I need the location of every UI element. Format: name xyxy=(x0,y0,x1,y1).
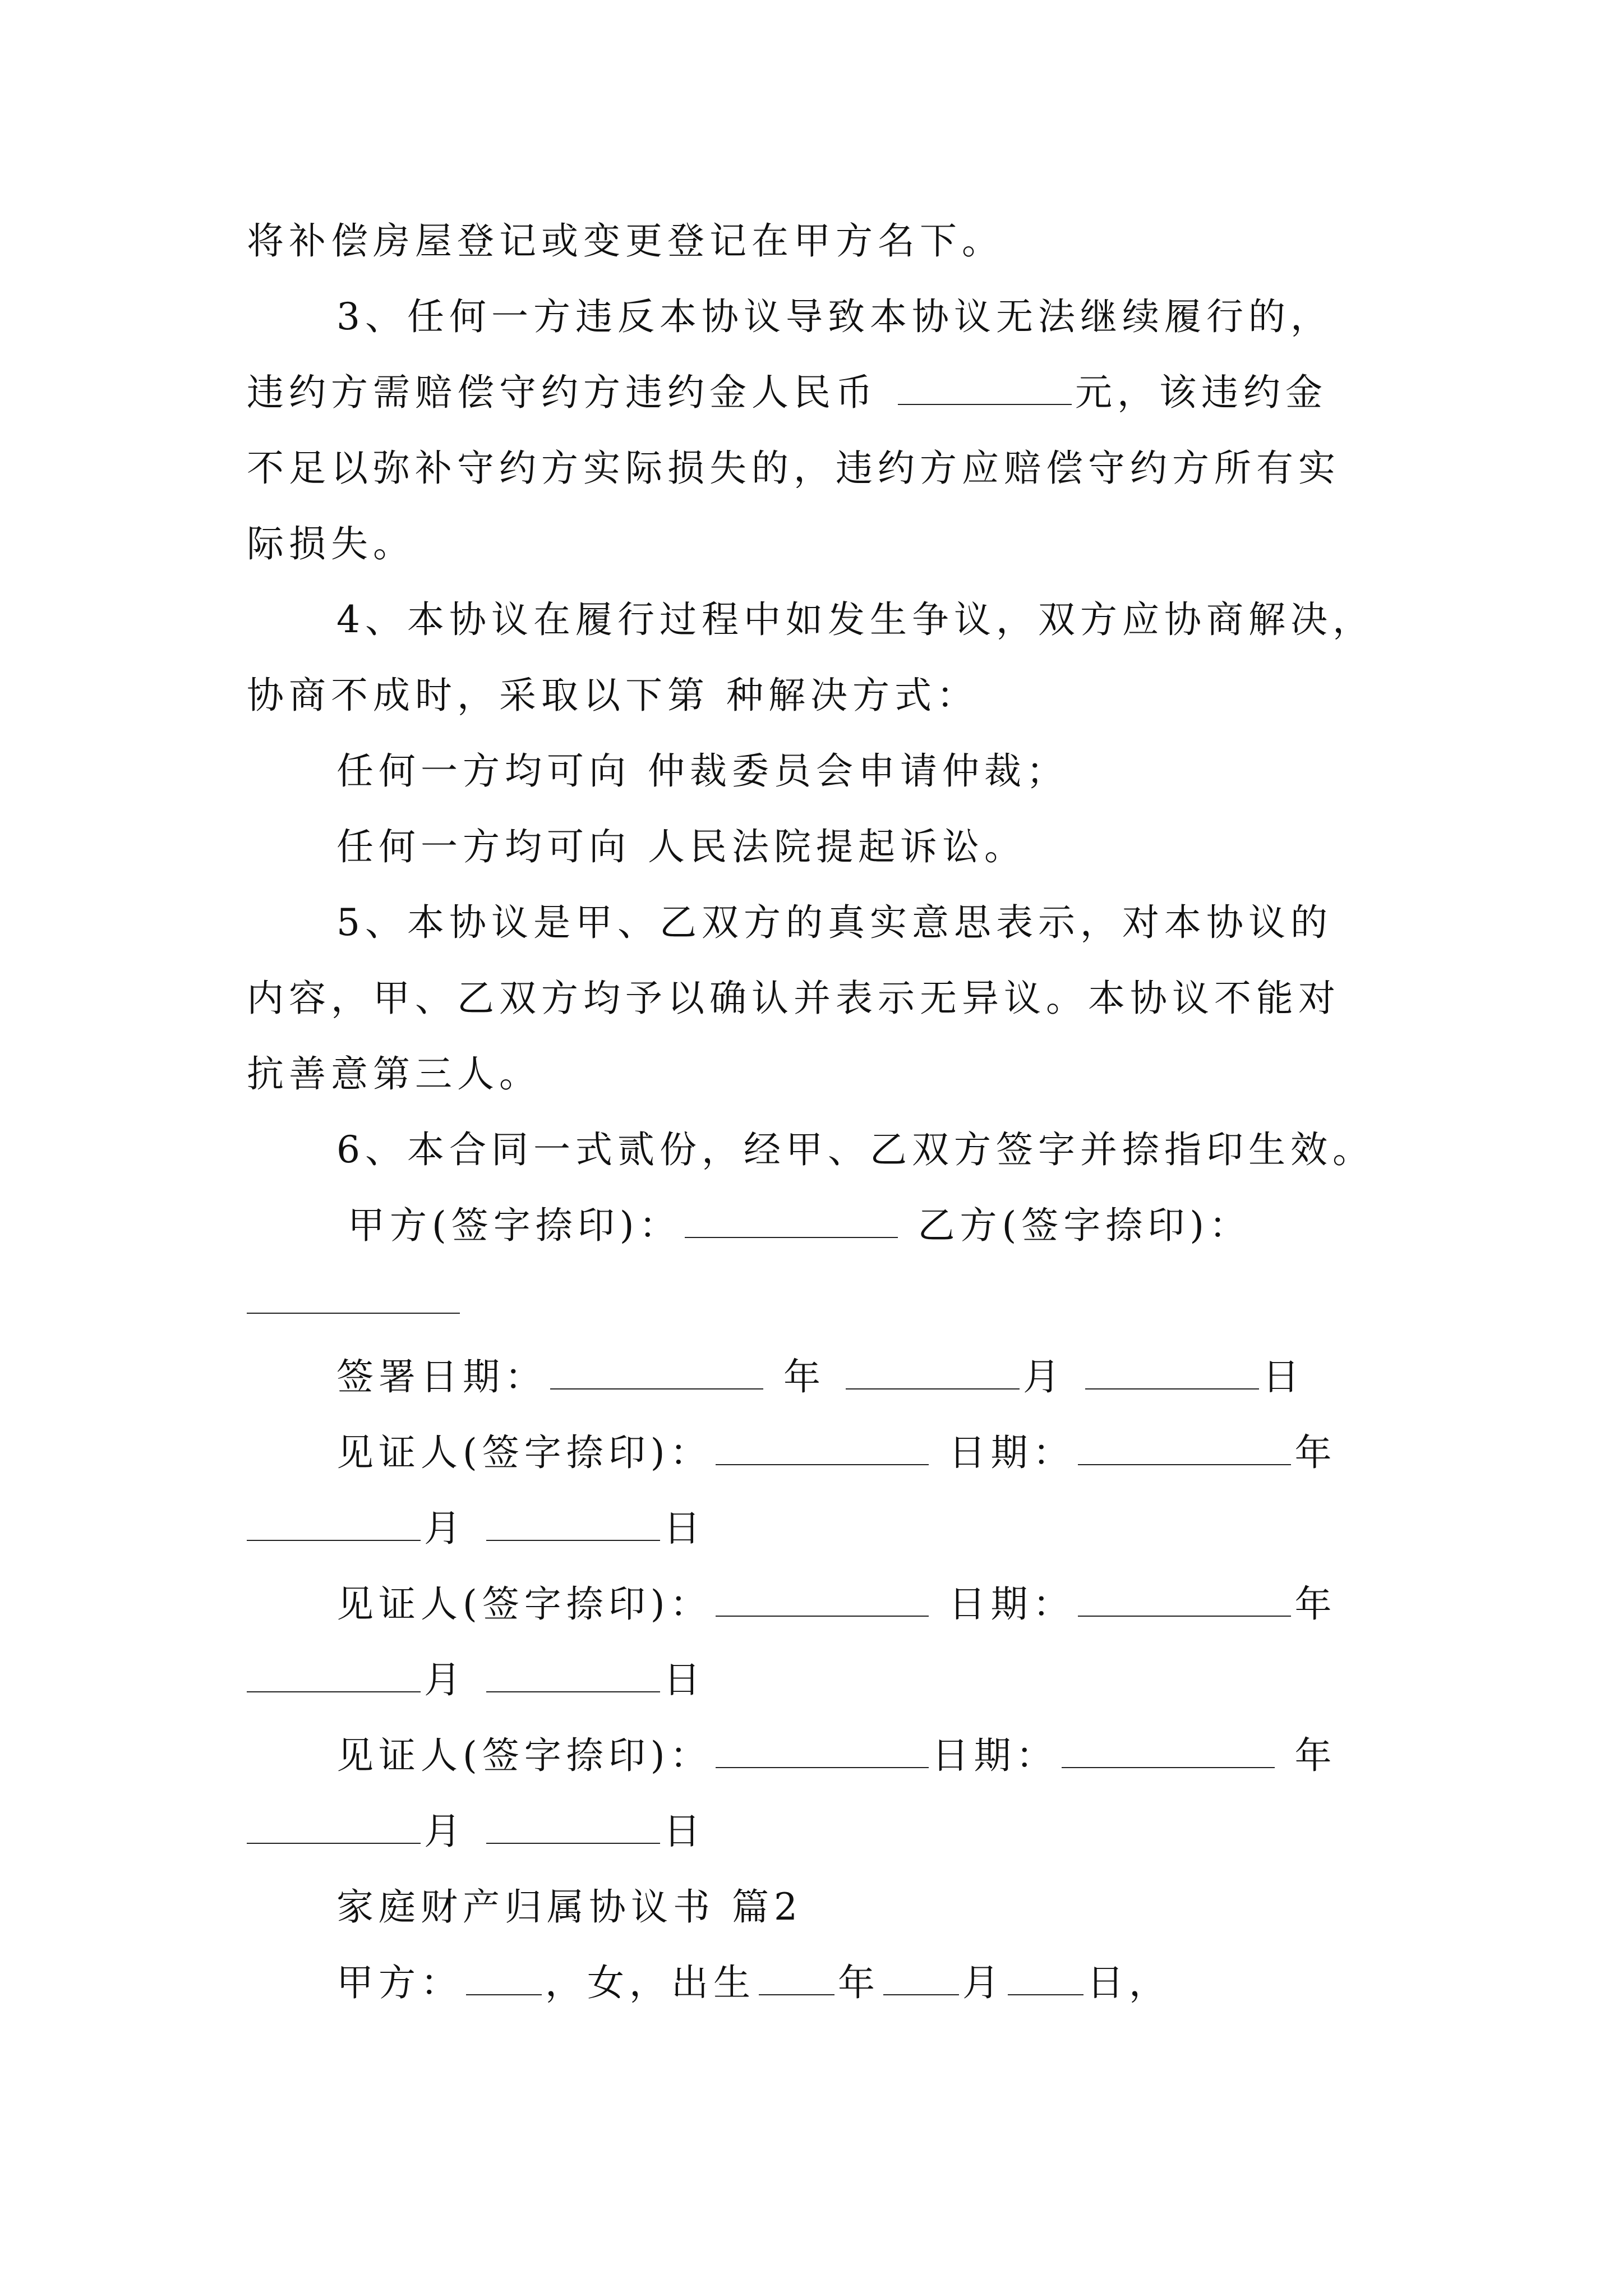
witness-3-month-blank xyxy=(247,1809,421,1844)
day-label: 日 xyxy=(1262,1355,1304,1398)
witness-3-year-blank xyxy=(1062,1733,1275,1768)
month-label: 月 xyxy=(424,1507,466,1550)
clause-3-line-2 xyxy=(247,367,1327,418)
witness-3-blank xyxy=(716,1733,929,1768)
clause-4-line-1: 4、本协议在履行过程中如发生争议，双方应协商解决， xyxy=(336,598,1375,641)
day-label: 日 xyxy=(663,1810,706,1853)
witness-3-date-line xyxy=(247,1806,706,1857)
month-label: 月 xyxy=(1022,1355,1065,1398)
date-label: 日期： xyxy=(932,1734,1058,1777)
party-b-blank xyxy=(247,1279,460,1314)
paragraph-line: 将补偿房屋登记或变更登记在甲方名下。 xyxy=(247,219,1004,263)
witness-2-date-line xyxy=(247,1655,706,1705)
birth-day-blank xyxy=(1008,1961,1083,1995)
clause-5-line-1: 5、本协议是甲、乙双方的真实意思表示，对本协议的 xyxy=(336,901,1332,944)
clause-3-text-b: 元，该违约金 xyxy=(1075,371,1327,414)
witness-1-line xyxy=(336,1428,1336,1478)
witness-label: 见证人(签字捺印)： xyxy=(336,1582,712,1626)
clause-3-line-3: 不足以弥补守约方实际损失的，违约方应赔偿守约方所有实 xyxy=(247,447,1340,490)
signature-parties-line xyxy=(348,1200,1251,1251)
sign-date-line xyxy=(336,1352,1304,1402)
day-label: 日 xyxy=(663,1658,706,1701)
witness-label: 见证人(签字捺印)： xyxy=(336,1734,712,1777)
clause-4-line-2: 协商不成时，采取以下第 种解决方式： xyxy=(247,674,979,717)
birth-month-blank xyxy=(883,1961,959,1995)
clause-3-text-a: 违约方需赔偿守约方违约金人民币 xyxy=(247,371,895,414)
clause-5-line-3: 抗善意第三人。 xyxy=(247,1052,541,1096)
year-label: 年 xyxy=(783,1355,826,1398)
witness-1-date-line xyxy=(247,1503,706,1554)
litigation-option: 任何一方均可向 人民法院提起诉讼。 xyxy=(336,825,1026,868)
party-a-label: 甲方(签字捺印)： xyxy=(348,1204,681,1247)
witness-2-month-blank xyxy=(247,1658,421,1692)
party-b-blank-line xyxy=(247,1276,463,1327)
party-a-blank xyxy=(685,1203,898,1238)
party-a-name-blank xyxy=(466,1961,542,1995)
clause-3-line-4: 际损失。 xyxy=(247,522,415,565)
section-2-heading: 家庭财产归属协议书 篇2 xyxy=(336,1885,803,1929)
clause-6-line: 6、本合同一式贰份，经甲、乙双方签字并捺指印生效。 xyxy=(336,1128,1375,1171)
day-label: 日 xyxy=(663,1507,706,1550)
month-label: 月 xyxy=(424,1810,466,1853)
gender-text: ，女，出生 xyxy=(545,1961,755,2004)
witness-1-blank xyxy=(716,1430,929,1465)
sign-year-blank xyxy=(550,1355,763,1389)
witness-3-day-blank xyxy=(486,1809,660,1844)
witness-3-line xyxy=(336,1731,1336,1781)
witness-2-day-blank xyxy=(486,1658,660,1692)
year-label: 年 xyxy=(1294,1582,1337,1626)
penalty-amount-blank xyxy=(898,370,1072,405)
year-label: 年 xyxy=(1294,1734,1337,1777)
clause-3-line-1: 3、任何一方违反本协议导致本协议无法继续履行的， xyxy=(336,295,1332,338)
sign-day-blank xyxy=(1085,1355,1259,1389)
section-2-party-a-line xyxy=(336,1958,1171,2008)
clause-5-line-2: 内容，甲、乙双方均予以确认并表示无异议。本协议不能对 xyxy=(247,977,1340,1020)
year-label: 年 xyxy=(1294,1431,1337,1474)
witness-2-blank xyxy=(716,1582,929,1617)
arbitration-option: 任何一方均可向 仲裁委员会申请仲裁； xyxy=(336,749,1068,793)
date-label: 日期： xyxy=(948,1582,1075,1626)
sign-month-blank xyxy=(846,1355,1020,1389)
party-a-prefix: 甲方： xyxy=(336,1961,463,2004)
witness-1-month-blank xyxy=(247,1506,421,1541)
month-label: 月 xyxy=(962,1961,1004,2004)
date-label: 日期： xyxy=(948,1431,1075,1474)
month-label: 月 xyxy=(424,1658,466,1701)
witness-1-day-blank xyxy=(486,1506,660,1541)
witness-2-year-blank xyxy=(1078,1582,1291,1617)
witness-2-line xyxy=(336,1579,1336,1630)
sign-date-label: 签署日期： xyxy=(336,1355,547,1398)
witness-label: 见证人(签字捺印)： xyxy=(336,1431,712,1474)
year-label: 年 xyxy=(838,1961,880,2004)
birth-year-blank xyxy=(759,1961,834,1995)
witness-1-year-blank xyxy=(1078,1430,1291,1465)
day-end-label: 日， xyxy=(1087,1961,1171,2004)
party-b-label: 乙方(签字捺印)： xyxy=(917,1204,1251,1247)
